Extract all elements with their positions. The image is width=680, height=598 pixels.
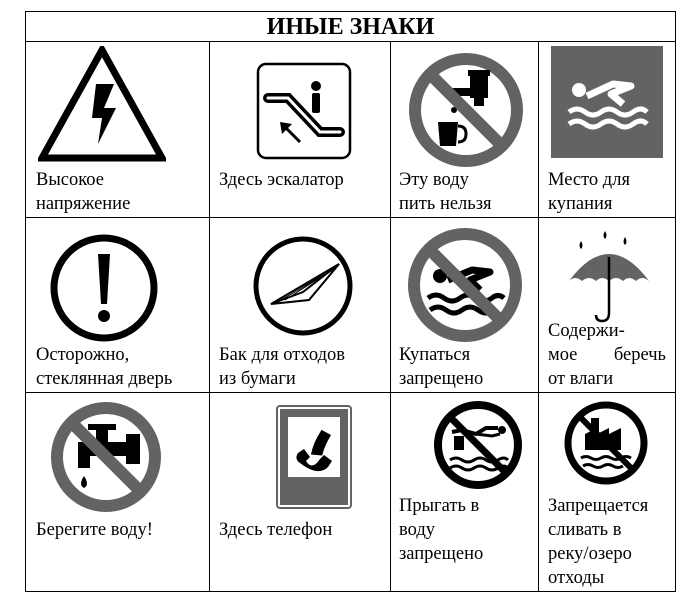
sign-label: Прыгать в воду запрещено bbox=[399, 496, 484, 564]
sign-label: Эту воду пить нельзя bbox=[399, 170, 492, 214]
table-title: ИНЫЕ ЗНАКИ bbox=[26, 12, 675, 42]
escalator-icon bbox=[256, 62, 352, 160]
no-swimming-icon bbox=[406, 228, 524, 342]
save-water-icon bbox=[48, 402, 164, 512]
sign-label: Здесь телефон bbox=[219, 520, 333, 540]
sign-label: Берегите воду! bbox=[36, 520, 153, 540]
signs-table bbox=[25, 11, 676, 592]
telephone-icon bbox=[276, 405, 352, 509]
sign-label: Запрещается сливать в реку/озеро отходы bbox=[548, 496, 649, 588]
no-diving-icon bbox=[432, 400, 524, 490]
swimming-place-icon bbox=[551, 46, 663, 158]
sign-label: Купаться запрещено bbox=[399, 345, 484, 389]
label-word: мое bbox=[548, 345, 578, 365]
sign-label: Осторожно, стеклянная дверь bbox=[36, 345, 173, 389]
no-waste-dumping-icon bbox=[563, 400, 649, 486]
grid-line bbox=[209, 42, 210, 591]
high-voltage-icon bbox=[38, 46, 166, 162]
grid-line bbox=[26, 217, 675, 218]
caution-exclamation-icon bbox=[48, 232, 160, 344]
sign-label: Место для купания bbox=[548, 170, 630, 214]
sign-label: Бак для отходов из бумаги bbox=[219, 345, 345, 389]
grid-line bbox=[26, 392, 675, 393]
sign-label: Высокое напряжение bbox=[36, 170, 131, 214]
grid-line bbox=[390, 42, 391, 591]
justified-line bbox=[548, 343, 666, 367]
sign-label: Здесь эскалатор bbox=[219, 170, 344, 190]
paper-bin-icon bbox=[251, 234, 355, 338]
sign-label: Содержи- мое беречь от влаги bbox=[548, 321, 666, 389]
no-drinking-water-icon bbox=[408, 52, 524, 168]
grid-line bbox=[538, 42, 539, 591]
label-word: беречь bbox=[613, 345, 666, 365]
keep-dry-umbrella-icon bbox=[561, 227, 657, 327]
